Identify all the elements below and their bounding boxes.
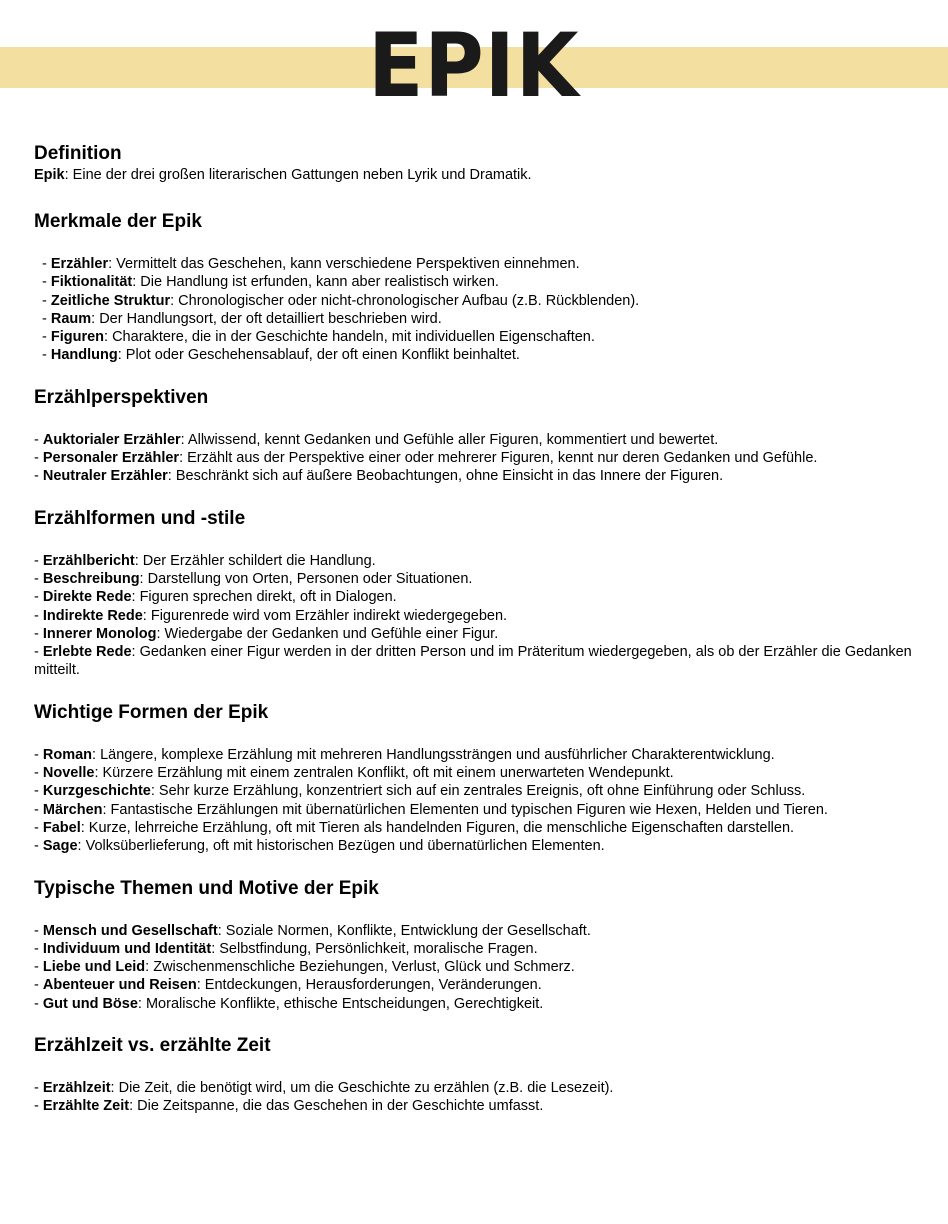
- list-item-bullet: -: [34, 431, 43, 448]
- list-item-description: : Die Zeitspanne, die das Geschehen in der Geschichte umfasst.: [129, 1098, 544, 1115]
- definition-text: [34, 166, 914, 184]
- section-heading: Erzählformen und -stile: [34, 507, 246, 529]
- section: [34, 1034, 914, 1116]
- page-title: EPIK: [368, 14, 580, 117]
- list-item: [34, 570, 914, 588]
- list-item-bullet: -: [34, 801, 43, 818]
- list-item-description: : Selbstfindung, Persönlichkeit, moralische Fragen.: [211, 940, 538, 957]
- list-item-description: : Figurenrede wird vom Erzähler indirekt wiedergegeben.: [142, 607, 508, 624]
- list-item-bullet: -: [34, 644, 43, 661]
- list-item-bullet: -: [42, 329, 51, 346]
- list-item-term: Indirekte Rede: [42, 607, 143, 624]
- list-item: [34, 643, 914, 680]
- list-item-bullet: -: [42, 310, 51, 327]
- list-item-term: Kurzgeschichte: [42, 783, 151, 800]
- list-item-term: Zeitliche Struktur: [50, 292, 171, 309]
- list-item-description: : Plot oder Geschehensablauf, der oft einen Konflikt beinhaltet.: [117, 347, 520, 364]
- list-item-term: Novelle: [42, 765, 95, 782]
- document-body: [34, 142, 914, 1116]
- list-item: [34, 764, 914, 782]
- list-item-bullet: -: [34, 570, 43, 587]
- section-heading: Merkmale der Epik: [34, 211, 202, 232]
- list-item-description: : Erzählt aus der Perspektive einer oder mehrerer Figuren, kennt nur deren Gedanken und Gefühle.: [179, 450, 818, 467]
- list-item-term: Handlung: [50, 347, 118, 364]
- list-item-bullet: -: [42, 347, 51, 364]
- list-item-bullet: -: [34, 959, 43, 976]
- list-item-term: Märchen: [42, 801, 103, 818]
- list-item-term: Individuum und Identität: [42, 940, 212, 957]
- list-item-bullet: -: [34, 995, 43, 1012]
- list-item-description: : Der Erzähler schildert die Handlung.: [134, 552, 376, 569]
- list-item-term: Roman: [42, 746, 93, 763]
- list-item: [34, 449, 914, 467]
- list-item-description: : Chronologischer oder nicht-chronologischer Aufbau (z.B. Rückblenden).: [170, 292, 640, 309]
- list-item: [34, 467, 914, 485]
- list-item-description: : Beschränkt sich auf äußere Beobachtungen, ohne Einsicht in das Innere der Figuren.: [167, 468, 724, 485]
- list-item-description: : Allwissend, kennt Gedanken und Gefühle aller Figuren, kommentiert und bewertet.: [180, 431, 719, 448]
- list-item-description: : Volksüberlieferung, oft mit historischen Bezügen und übernatürlichen Elementen.: [77, 838, 605, 855]
- list-item-term: Erzählzeit: [42, 1080, 111, 1097]
- list-item: [34, 995, 914, 1013]
- list-item-description: : Moralische Konflikte, ethische Entscheidungen, Gerechtigkeit.: [137, 995, 544, 1012]
- list-item-description: : Zwischenmenschliche Beziehungen, Verlust, Glück und Schmerz.: [145, 959, 575, 976]
- list-item: [34, 328, 914, 346]
- list-item-description: : Gedanken einer Figur werden in der dritten Person und im Präteritum wiedergegeben, als ob der Erzähler die Gedanken mitteilt.: [34, 644, 912, 679]
- section-list: [34, 552, 914, 680]
- list-item-description: : Darstellung von Orten, Personen oder Situationen.: [139, 570, 473, 587]
- section: [34, 507, 914, 680]
- title-wrap: [0, 14, 948, 117]
- section-list: [34, 922, 914, 1013]
- list-item-term: Personaler Erzähler: [42, 450, 180, 467]
- section-heading: Erzählzeit vs. erzählte Zeit: [34, 1035, 271, 1057]
- list-item-term: Erlebte Rede: [42, 644, 132, 661]
- section-heading: Erzählperspektiven: [34, 386, 209, 408]
- list-item: [34, 1079, 914, 1097]
- list-item-bullet: -: [34, 1098, 43, 1115]
- list-item: [34, 292, 914, 310]
- section-list: [34, 746, 914, 856]
- list-item: [34, 310, 914, 328]
- section-list: [34, 255, 914, 365]
- list-item-description: : Vermittelt das Geschehen, kann verschiedene Perspektiven einnehmen.: [108, 256, 580, 272]
- list-item-description: : Der Handlungsort, der oft detailliert beschrieben wird.: [91, 310, 442, 327]
- list-item-description: : Wiedergabe der Gedanken und Gefühle einer Figur.: [156, 625, 499, 642]
- list-item-description: : Kurze, lehrreiche Erzählung, oft mit Tieren als handelnden Figuren, die menschliche Eigenschaften darstellen.: [80, 819, 795, 836]
- list-item-term: Mensch und Gesellschaft: [42, 922, 218, 939]
- list-item: [34, 588, 914, 606]
- list-item-term: Erzähler: [50, 256, 109, 272]
- list-item-bullet: -: [34, 607, 43, 624]
- list-item-term: Erzählte Zeit: [42, 1098, 130, 1115]
- list-item-description: : Figuren sprechen direkt, oft in Dialogen.: [131, 589, 397, 606]
- list-item-bullet: -: [34, 1080, 43, 1097]
- list-item-term: Liebe und Leid: [42, 959, 146, 976]
- list-item-term: Beschreibung: [42, 570, 140, 587]
- list-item-description: : Kürzere Erzählung mit einem zentralen Konflikt, oft mit einem unerwarteten Wendepunkt.: [94, 765, 674, 782]
- section: [34, 210, 914, 365]
- definition-description: : Eine der drei großen literarischen Gattungen neben Lyrik und Dramatik.: [64, 167, 532, 183]
- list-item-description: : Die Handlung ist erfunden, kann aber realistisch wirken.: [132, 274, 499, 291]
- list-item: [34, 273, 914, 291]
- section-list: [34, 1079, 914, 1116]
- list-item: [34, 819, 914, 837]
- list-item-bullet: -: [34, 922, 43, 939]
- list-item: [34, 746, 914, 764]
- list-item-term: Erzählbericht: [42, 552, 135, 569]
- list-item: [34, 976, 914, 994]
- list-item-term: Innerer Monolog: [42, 625, 157, 642]
- section: [34, 386, 914, 486]
- list-item-term: Raum: [50, 310, 92, 327]
- list-item-term: Fiktionalität: [50, 274, 133, 291]
- list-item-description: : Sehr kurze Erzählung, konzentriert sich auf ein zentrales Ereignis, oft ohne Einführung oder Schluss.: [150, 783, 806, 800]
- section-heading: Typische Themen und Motive der Epik: [34, 877, 379, 899]
- section: [34, 877, 914, 1013]
- list-item-bullet: -: [34, 552, 43, 569]
- list-item-bullet: -: [34, 450, 43, 467]
- list-item-term: Fabel: [42, 819, 81, 836]
- list-item-term: Direkte Rede: [42, 589, 132, 606]
- list-item-bullet: -: [34, 468, 43, 485]
- list-item-bullet: -: [42, 292, 51, 309]
- list-item-description: : Entdeckungen, Herausforderungen, Veränderungen.: [196, 977, 542, 994]
- list-item-term: Abenteuer und Reisen: [42, 977, 197, 994]
- list-item: [34, 801, 914, 819]
- list-item-description: : Soziale Normen, Konflikte, Entwicklung der Gesellschaft.: [217, 922, 591, 939]
- list-item-bullet: -: [42, 274, 51, 291]
- list-item-term: Neutraler Erzähler: [42, 468, 168, 485]
- section-list: [34, 431, 914, 486]
- list-item: [34, 607, 914, 625]
- list-item: [34, 431, 914, 449]
- section: [34, 701, 914, 856]
- sections-container: [34, 210, 914, 1116]
- list-item-bullet: -: [34, 819, 43, 836]
- list-item-term: Auktorialer Erzähler: [42, 431, 181, 448]
- list-item-bullet: -: [34, 783, 43, 800]
- list-item-bullet: -: [34, 977, 43, 994]
- list-item: [34, 782, 914, 800]
- list-item: [34, 922, 914, 940]
- definition-heading: Definition: [34, 143, 122, 164]
- list-item-term: Sage: [42, 838, 78, 855]
- list-item: [34, 940, 914, 958]
- list-item-description: : Die Zeit, die benötigt wird, um die Geschichte zu erzählen (z.B. die Lesezeit).: [110, 1080, 614, 1097]
- definition-section: [34, 142, 914, 184]
- list-item: [34, 958, 914, 976]
- list-item-term: Figuren: [50, 329, 105, 346]
- list-item-description: : Charaktere, die in der Geschichte handeln, mit individuellen Eigenschaften.: [104, 329, 595, 346]
- list-item-description: : Fantastische Erzählungen mit übernatürlichen Elementen und typischen Figuren wie Hexen, Helden und Tieren.: [102, 801, 828, 818]
- section-heading: Wichtige Formen der Epik: [34, 701, 269, 723]
- list-item-bullet: -: [34, 838, 43, 855]
- list-item-bullet: -: [34, 746, 43, 763]
- definition-term: Epik: [34, 167, 65, 183]
- list-item-description: : Längere, komplexe Erzählung mit mehreren Handlungssträngen und ausführlicher Charakterentwicklung.: [92, 746, 775, 763]
- list-item: [34, 255, 914, 273]
- list-item-bullet: -: [34, 765, 43, 782]
- list-item-term: Gut und Böse: [42, 995, 138, 1012]
- list-item-bullet: -: [42, 256, 51, 272]
- list-item: [34, 625, 914, 643]
- list-item: [34, 837, 914, 855]
- list-item: [34, 552, 914, 570]
- list-item-bullet: -: [34, 625, 43, 642]
- list-item-bullet: -: [34, 940, 43, 957]
- list-item: [34, 1097, 914, 1115]
- list-item: [34, 346, 914, 364]
- list-item-bullet: -: [34, 589, 43, 606]
